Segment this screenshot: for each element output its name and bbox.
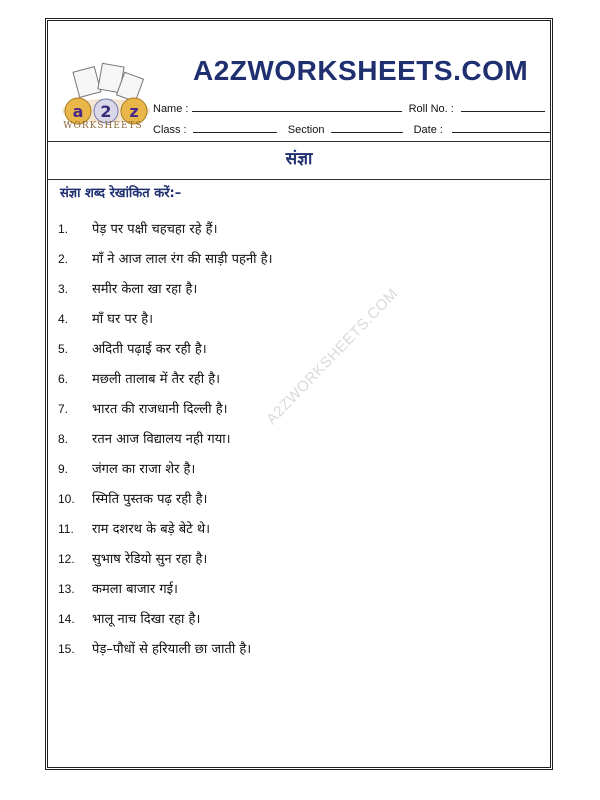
list-item	[58, 399, 273, 429]
list-item	[58, 369, 273, 399]
item-text: कमला बाजार गई।	[92, 582, 178, 597]
item-text: जंगल का राजा शेर है।	[92, 462, 196, 477]
list-item	[58, 249, 273, 279]
item-number: 8.	[58, 432, 69, 446]
item-number: 14.	[58, 612, 75, 626]
item-number: 3.	[58, 282, 69, 296]
class-label: Class :	[153, 124, 187, 136]
name-roll-row	[153, 101, 545, 115]
item-number: 12.	[58, 552, 75, 566]
item-text: स्मिति पुस्तक पढ़ रही है।	[92, 492, 208, 507]
item-text: मछली तालाब में तैर रही है।	[92, 372, 221, 387]
item-number: 4.	[58, 312, 69, 326]
item-number: 15.	[58, 642, 75, 656]
item-text: समीर केला खा रहा है।	[92, 282, 198, 297]
item-text: माँ ने आज लाल रंग की साड़ी पहनी है।	[92, 252, 273, 267]
list-item	[58, 279, 273, 309]
item-text: भारत की राजधानी दिल्ली है।	[92, 402, 228, 417]
item-number: 11.	[58, 522, 74, 536]
item-number: 7.	[58, 402, 69, 416]
worksheet-instruction: संज्ञा शब्द रेखांकित करें:–	[60, 186, 182, 201]
item-text: भालू नाच दिखा रहा है।	[92, 612, 201, 627]
list-item	[58, 519, 273, 549]
worksheet-topic: संज्ञा	[285, 149, 313, 169]
list-item	[58, 579, 273, 609]
item-text: अदिती पढ़ाई कर रही है।	[92, 342, 207, 357]
item-text: राम दशरथ के बड़े बेटे थे।	[92, 522, 211, 537]
section-field[interactable]	[331, 122, 403, 133]
list-item	[58, 459, 273, 489]
section-label: Section	[287, 124, 325, 136]
worksheet-header	[48, 21, 550, 142]
list-item	[58, 549, 273, 579]
item-number: 10.	[58, 492, 75, 506]
item-number: 5.	[58, 342, 69, 356]
class-section-date-row	[153, 122, 550, 136]
roll-label: Roll No. :	[408, 103, 454, 115]
item-number: 6.	[58, 372, 69, 386]
roll-field[interactable]	[461, 101, 545, 112]
list-item	[58, 429, 273, 459]
svg-text:a: a	[72, 102, 84, 121]
list-item	[58, 639, 273, 669]
logo-text: WORKSHEETS	[63, 121, 143, 131]
item-number: 13.	[58, 582, 75, 596]
item-number: 1.	[58, 222, 69, 236]
watermark: A2ZWORKSHEETS.COM	[263, 285, 402, 428]
list-item	[58, 489, 273, 519]
item-number: 9.	[58, 462, 69, 476]
list-item	[58, 609, 273, 639]
date-label: Date :	[413, 124, 443, 136]
item-number: 2.	[58, 252, 69, 266]
item-text: पेड़–पौधों से हरियाली छा जाती है।	[92, 642, 252, 657]
item-text: सुभाष रेडियो सुन रहा है।	[92, 552, 208, 567]
sentence-list	[58, 219, 273, 669]
item-text: माँ घर पर है।	[92, 312, 154, 327]
item-text: पेड़ पर पक्षी चहचहा रहे हैं।	[92, 222, 218, 237]
name-field[interactable]	[192, 101, 402, 112]
svg-text:2: 2	[100, 102, 112, 121]
worksheet-frame	[45, 18, 553, 770]
class-field[interactable]	[193, 122, 277, 133]
list-item	[58, 339, 273, 369]
list-item	[58, 219, 273, 249]
svg-text:z: z	[129, 102, 139, 121]
list-item	[58, 309, 273, 339]
item-text: रतन आज विद्यालय नही गया।	[92, 432, 231, 447]
name-label: Name :	[153, 103, 189, 115]
date-field[interactable]	[452, 122, 550, 133]
site-title: A2ZWORKSHEETS.COM	[193, 55, 529, 86]
